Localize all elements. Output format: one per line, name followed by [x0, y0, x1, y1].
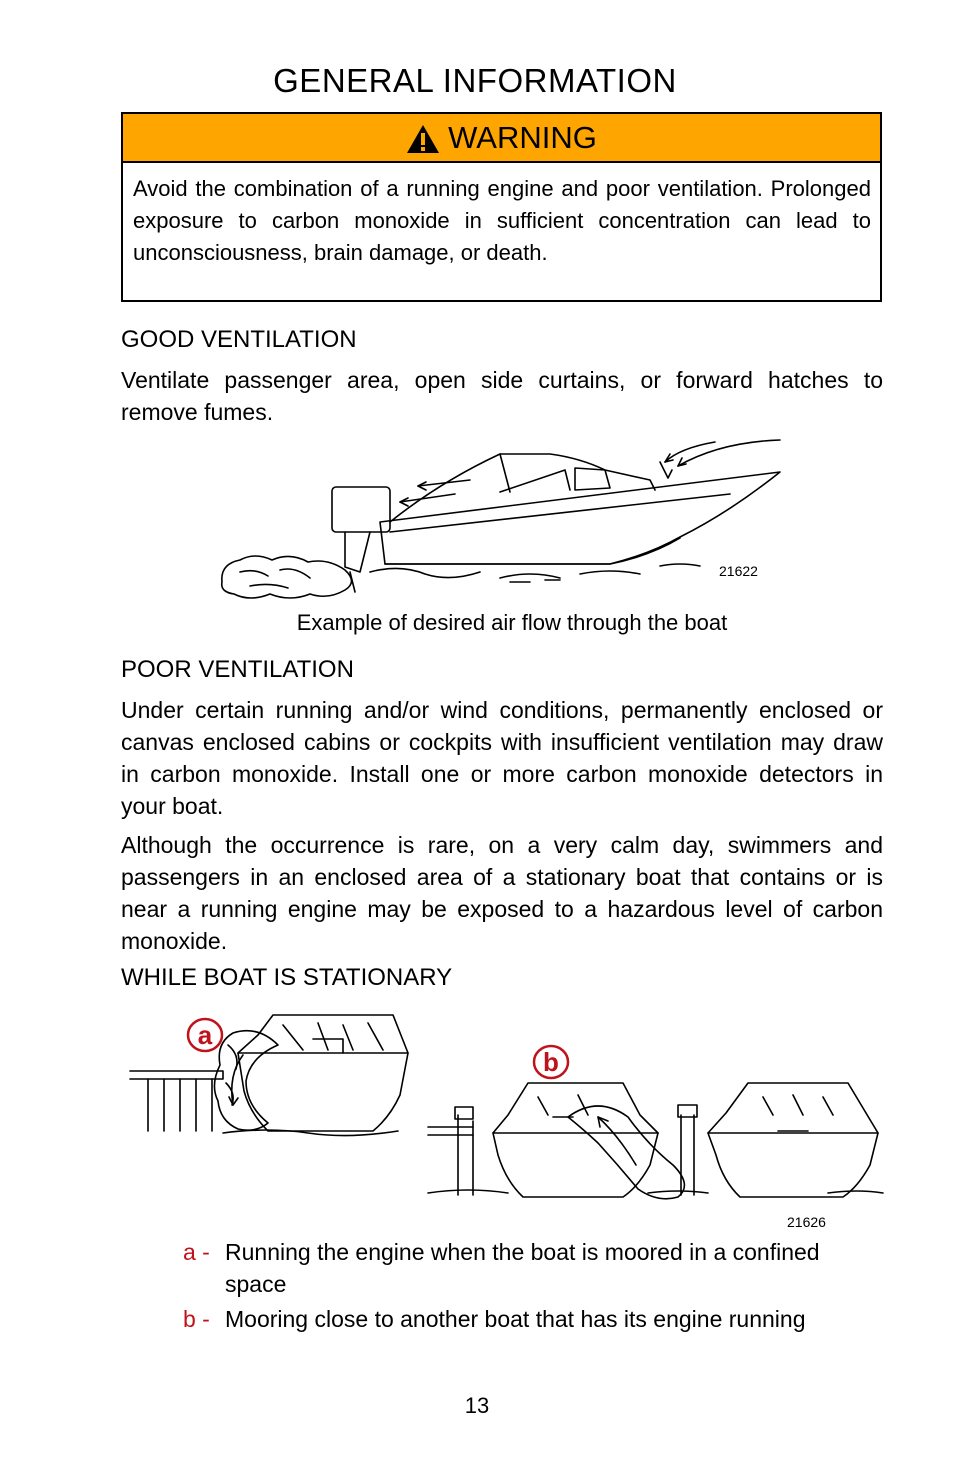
legend-key: b - [183, 1306, 210, 1332]
stationary-boats-illustration [128, 1005, 888, 1210]
stationary-heading: WHILE BOAT IS STATIONARY [121, 964, 453, 991]
callout-a-label: a [197, 1020, 213, 1050]
figure-caption: Example of desired air flow through the boat [296, 610, 728, 635]
boat-airflow-illustration [210, 432, 790, 607]
callout-b-label: b [543, 1047, 559, 1077]
legend-text: Running the engine when the boat is moored in a confined space [225, 1239, 820, 1297]
poor-ventilation-paragraph-2: Although the occurrence is rare, on a very calm day, swimmers and passengers in an enclosed area of a stationary boat that contains or is near a running engine may be exposed to a hazardous level of carbon monoxide. [121, 832, 883, 954]
figure-id-21622: 21622 [719, 563, 758, 579]
legend-text: Mooring close to another boat that has its engine running [225, 1306, 806, 1332]
page-title: GENERAL INFORMATION [273, 62, 677, 99]
warning-label: WARNING [448, 119, 597, 155]
figure-id-21626: 21626 [787, 1214, 826, 1230]
warning-triangle-icon [406, 124, 440, 154]
poor-ventilation-heading: POOR VENTILATION [121, 656, 354, 683]
warning-text: Avoid the combination of a running engine and poor ventilation. Prolonged exposure to carbon monoxide in sufficient concentration can lead to unconsciousness, brain damage, or death. [133, 176, 871, 265]
good-ventilation-heading: GOOD VENTILATION [121, 326, 357, 353]
page-number: 13 [464, 1393, 490, 1418]
warning-header [123, 114, 880, 163]
good-ventilation-text: Ventilate passenger area, open side curtains, or forward hatches to remove fumes. [121, 367, 883, 425]
legend-key: a - [183, 1239, 210, 1265]
legend-item-b [183, 1303, 806, 1335]
poor-ventilation-paragraph-1: Under certain running and/or wind conditions, permanently enclosed or canvas enclosed cabins or cockpits with insufficient ventilation may draw in carbon monoxide. Install one or more carbon monoxide detectors in your boat. [121, 697, 883, 819]
legend-item-a [183, 1236, 820, 1297]
warning-box [121, 112, 882, 302]
